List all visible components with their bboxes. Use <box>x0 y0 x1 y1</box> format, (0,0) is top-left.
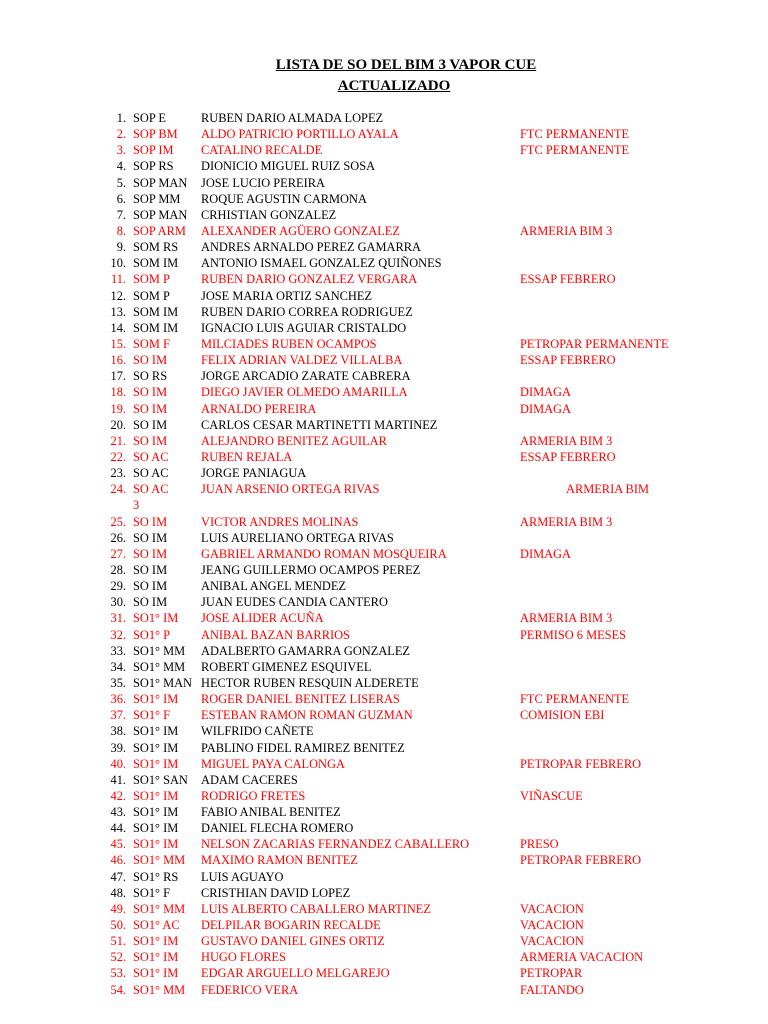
list-item <box>0 417 768 433</box>
item-number: 29. <box>110 579 126 594</box>
item-name: DANIEL FLECHA ROMERO <box>201 821 354 836</box>
item-number: 13. <box>110 304 126 319</box>
item-name: CATALINO RECALDE <box>201 143 323 158</box>
item-number: 21. <box>110 433 126 448</box>
list-item <box>0 578 768 594</box>
list-item <box>0 352 768 368</box>
item-rank: SOM IM <box>133 320 179 335</box>
list-item <box>0 659 768 675</box>
item-name: JORGE PANIAGUA <box>201 466 307 481</box>
item-number: 8. <box>116 223 126 238</box>
item-status: ESSAP FEBRERO <box>520 449 616 464</box>
list-item <box>0 643 768 659</box>
item-status: PETROPAR PERMANENTE <box>520 336 669 351</box>
item-name: PABLINO FIDEL RAMIREZ BENITEZ <box>201 740 405 755</box>
list-item <box>0 304 768 320</box>
item-name: ALEJANDRO BENITEZ AGUILAR <box>201 433 387 448</box>
item-rank: SO1° F <box>133 885 170 900</box>
item-number: 33. <box>110 643 126 658</box>
item-rank: SO1° MM <box>133 643 186 658</box>
item-number: 23. <box>110 466 126 481</box>
list-item <box>0 917 768 933</box>
item-name: RUBEN DARIO ALMADA LOPEZ <box>201 111 384 125</box>
item-name: LUIS ALBERTO CABALLERO MARTINEZ <box>201 901 431 916</box>
item-rank: SOP BM <box>133 127 178 142</box>
item-number: 9. <box>116 240 126 255</box>
item-number: 32. <box>110 627 126 642</box>
item-rank: SO1° MM <box>133 982 186 997</box>
item-number: 34. <box>110 659 126 674</box>
item-name: RODRIGO FRETES <box>201 788 306 803</box>
item-rank: SO AC <box>133 449 169 464</box>
list-item <box>0 401 768 417</box>
item-name: ROBERT GIMENEZ ESQUIVEL <box>201 659 372 674</box>
item-number: 52. <box>110 950 126 965</box>
item-number: 4. <box>116 159 126 174</box>
item-number: 22. <box>110 449 126 464</box>
item-number: 2. <box>116 127 126 142</box>
item-number: 10. <box>110 256 126 271</box>
item-number: 20. <box>110 417 126 432</box>
item-number: 17. <box>110 369 126 384</box>
item-rank: SO1° IM <box>133 837 179 852</box>
item-name: DIEGO JAVIER OLMEDO AMARILLA <box>201 385 408 400</box>
item-rank: SO1° IM <box>133 756 179 771</box>
item-rank: SO IM <box>133 514 168 529</box>
item-rank: SO1° IM <box>133 821 179 836</box>
item-name: FEDERICO VERA <box>201 982 299 997</box>
item-number: 44. <box>110 821 126 836</box>
item-rank: SO IM <box>133 433 168 448</box>
item-name: ADALBERTO GAMARRA GONZALEZ <box>201 643 410 658</box>
item-number: 31. <box>110 611 126 626</box>
item-name: WILFRIDO CAÑETE <box>201 724 314 739</box>
list-item <box>0 368 768 384</box>
list-item <box>0 175 768 191</box>
item-number: 35. <box>110 675 126 690</box>
item-name: ARNALDO PEREIRA <box>201 401 317 416</box>
item-rank: SO1° AC <box>133 918 180 933</box>
list-item <box>0 852 768 868</box>
list-item <box>0 820 768 836</box>
item-rank: SO IM <box>133 530 168 545</box>
item-name: JOSE MARIA ORTIZ SANCHEZ <box>201 288 373 303</box>
item-number: 47. <box>110 869 126 884</box>
item-number: 15. <box>110 336 126 351</box>
item-name: RUBEN REJALA <box>201 449 293 464</box>
item-name: RUBEN DARIO GONZALEZ VERGARA <box>201 272 418 287</box>
item-name: DELPILAR BOGARIN RECALDE <box>201 918 381 933</box>
list-item <box>0 481 768 513</box>
item-rank: SOM IM <box>133 304 179 319</box>
item-name: FABIO ANIBAL BENITEZ <box>201 805 341 820</box>
item-status: ARMERIA BIM 3 <box>520 223 613 238</box>
item-rank: SOM P <box>133 272 170 287</box>
list-item <box>0 885 768 901</box>
list-item <box>0 191 768 207</box>
list-item <box>0 594 768 610</box>
item-number: 48. <box>110 885 126 900</box>
list-item <box>0 723 768 739</box>
document-title: LISTA DE SO DEL BIM 3 VAPOR CUE <box>275 57 537 73</box>
item-rank: SO IM <box>133 385 168 400</box>
item-name: JUAN ARSENIO ORTEGA RIVAS <box>201 482 380 497</box>
item-name: GABRIEL ARMANDO ROMAN MOSQUEIRA <box>201 546 447 561</box>
item-status: ARMERIA BIM 3 <box>520 611 613 626</box>
item-name: LUIS AGUAYO <box>201 869 284 884</box>
item-number: 11. <box>110 272 126 287</box>
list-item <box>0 933 768 949</box>
item-rank: SOP IM <box>133 143 174 158</box>
list-item <box>0 691 768 707</box>
item-number: 7. <box>116 207 126 222</box>
list-item <box>0 255 768 271</box>
item-rank: SO1° IM <box>133 966 179 981</box>
item-rank: SO1° MAN <box>133 675 193 690</box>
item-rank: SO1° F <box>133 708 170 723</box>
list-item <box>0 740 768 756</box>
item-number: 30. <box>110 595 126 610</box>
list-item <box>0 530 768 546</box>
document-subtitle: ACTUALIZADO <box>337 78 451 94</box>
item-number: 24. <box>110 482 126 497</box>
item-name: CARLOS CESAR MARTINETTI MARTINEZ <box>201 417 438 432</box>
item-number: 18. <box>110 385 126 400</box>
item-number: 46. <box>110 853 126 868</box>
item-status: ARMERIA BIM 3 <box>520 514 613 529</box>
list-item <box>0 320 768 336</box>
item-name: MAXIMO RAMON BENITEZ <box>201 853 358 868</box>
item-name: ANTONIO ISMAEL GONZALEZ QUIÑONES <box>201 256 442 271</box>
item-rank: SO RS <box>133 369 168 384</box>
item-rank: SO IM <box>133 546 168 561</box>
item-name: ADAM CACERES <box>201 772 298 787</box>
item-rank: SO IM <box>133 579 168 594</box>
item-status: VACACION <box>520 934 584 949</box>
item-rank: SOP MAN <box>133 175 188 190</box>
item-number: 38. <box>110 724 126 739</box>
item-name: ANIBAL ANGEL MENDEZ <box>201 579 346 594</box>
item-number: 28. <box>110 562 126 577</box>
item-number: 36. <box>110 692 126 707</box>
item-number: 53. <box>110 966 126 981</box>
item-number: 14. <box>110 320 126 335</box>
list-item <box>0 433 768 449</box>
item-number: 40. <box>110 756 126 771</box>
item-name: MILCIADES RUBEN OCAMPOS <box>201 336 377 351</box>
list-item <box>0 707 768 723</box>
list-item <box>0 901 768 917</box>
item-number: 1. <box>116 111 126 125</box>
list-item <box>0 788 768 804</box>
list-item <box>0 207 768 223</box>
item-status: DIMAGA <box>520 546 571 561</box>
list-item <box>0 449 768 465</box>
item-status-continued: 3 <box>133 498 140 513</box>
item-status: VACACION <box>520 918 584 933</box>
list-item <box>0 982 768 998</box>
item-number: 5. <box>116 175 126 190</box>
item-status: PETROPAR <box>520 966 583 981</box>
item-name: IGNACIO LUIS AGUIAR CRISTALDO <box>201 320 407 335</box>
item-rank: SO1° IM <box>133 740 179 755</box>
list-item <box>0 756 768 772</box>
item-rank: SO IM <box>133 417 168 432</box>
item-number: 45. <box>110 837 126 852</box>
item-status: ESSAP FEBRERO <box>520 353 616 368</box>
item-name: LUIS AURELIANO ORTEGA RIVAS <box>201 530 394 545</box>
list-item <box>0 288 768 304</box>
item-rank: SO IM <box>133 353 168 368</box>
item-name: ANIBAL BAZAN BARRIOS <box>201 627 350 642</box>
list-item <box>0 336 768 352</box>
list-item <box>0 514 768 530</box>
item-name: JEANG GUILLERMO OCAMPOS PEREZ <box>201 562 421 577</box>
item-status: FTC PERMANENTE <box>520 143 630 158</box>
item-number: 19. <box>110 401 126 416</box>
item-status: FTC PERMANENTE <box>520 127 630 142</box>
item-number: 12. <box>110 288 126 303</box>
item-status: PERMISO 6 MESES <box>520 627 627 642</box>
item-name: DIONICIO MIGUEL RUIZ SOSA <box>201 159 376 174</box>
personnel-list <box>0 110 768 998</box>
item-rank: SOP E <box>133 111 166 125</box>
item-name: GUSTAVO DANIEL GINES ORTIZ <box>201 934 385 949</box>
item-name: JOSE LUCIO PEREIRA <box>201 175 325 190</box>
item-rank: SO IM <box>133 401 168 416</box>
item-rank: SOP ARM <box>133 223 186 238</box>
item-number: 27. <box>110 546 126 561</box>
item-status: DIMAGA <box>520 385 571 400</box>
item-rank: SO1° IM <box>133 611 179 626</box>
item-number: 41. <box>110 772 126 787</box>
list-item <box>0 562 768 578</box>
item-number: 6. <box>116 191 126 206</box>
item-number: 16. <box>110 353 126 368</box>
item-name: HUGO FLORES <box>201 950 287 965</box>
item-status: DIMAGA <box>520 401 571 416</box>
item-rank: SO1° MM <box>133 901 186 916</box>
item-rank: SOP MAN <box>133 207 188 222</box>
list-item <box>0 158 768 174</box>
item-status: ARMERIA BIM <box>566 482 649 497</box>
list-item <box>0 772 768 788</box>
item-rank: SOP MM <box>133 191 181 206</box>
item-name: ROQUE AGUSTIN CARMONA <box>201 191 367 206</box>
list-item <box>0 239 768 255</box>
item-rank: SO1° IM <box>133 788 179 803</box>
item-status: FALTANDO <box>520 982 584 997</box>
item-number: 51. <box>110 934 126 949</box>
item-status: VIÑASCUE <box>520 788 583 803</box>
item-status: VACACION <box>520 901 584 916</box>
item-rank: SO AC <box>133 482 169 497</box>
list-item <box>0 142 768 158</box>
list-item <box>0 384 768 400</box>
item-name: FELIX ADRIAN VALDEZ VILLALBA <box>201 353 403 368</box>
list-item <box>0 126 768 142</box>
item-rank: SO1° MM <box>133 659 186 674</box>
list-item <box>0 546 768 562</box>
item-number: 42. <box>110 788 126 803</box>
item-number: 25. <box>110 514 126 529</box>
item-status: FTC PERMANENTE <box>520 692 630 707</box>
list-item <box>0 836 768 852</box>
item-number: 39. <box>110 740 126 755</box>
item-name: ALDO PATRICIO PORTILLO AYALA <box>201 127 399 142</box>
list-item <box>0 223 768 239</box>
item-name: HECTOR RUBEN RESQUIN ALDERETE <box>201 675 419 690</box>
item-rank: SOM P <box>133 288 170 303</box>
item-rank: SO1° IM <box>133 934 179 949</box>
item-name: ROGER DANIEL BENITEZ LISERAS <box>201 692 400 707</box>
item-rank: SOM RS <box>133 240 179 255</box>
item-name: JOSE ALIDER ACUÑA <box>201 611 324 626</box>
item-rank: SO1° IM <box>133 692 179 707</box>
item-number: 50. <box>110 918 126 933</box>
item-rank: SO1° SAN <box>133 772 188 787</box>
item-rank: SO1° IM <box>133 724 179 739</box>
list-item <box>0 627 768 643</box>
item-status: PETROPAR FEBRERO <box>520 853 642 868</box>
item-name: ALEXANDER AGÜERO GONZALEZ <box>201 223 400 238</box>
item-name: JORGE ARCADIO ZARATE CABRERA <box>201 369 411 384</box>
item-name: CRISTHIAN DAVID LOPEZ <box>201 885 351 900</box>
item-status: COMISION EBI <box>520 708 605 723</box>
list-item <box>0 610 768 626</box>
item-status: PETROPAR FEBRERO <box>520 756 642 771</box>
item-name: ESTEBAN RAMON ROMAN GUZMAN <box>201 708 413 723</box>
item-status: ARMERIA BIM 3 <box>520 433 613 448</box>
item-name: ANDRES ARNALDO PEREZ GAMARRA <box>201 240 421 255</box>
item-rank: SO1° IM <box>133 805 179 820</box>
list-item <box>0 675 768 691</box>
item-name: EDGAR ARGUELLO MELGAREJO <box>201 966 390 981</box>
list-item <box>0 949 768 965</box>
item-rank: SO1° IM <box>133 950 179 965</box>
item-number: 26. <box>110 530 126 545</box>
item-name: MIGUEL PAYA CALONGA <box>201 756 345 771</box>
item-number: 54. <box>110 982 126 997</box>
item-rank: SO1° MM <box>133 853 186 868</box>
item-rank: SOM F <box>133 336 170 351</box>
item-rank: SOP RS <box>133 159 174 174</box>
list-item <box>0 465 768 481</box>
item-rank: SO AC <box>133 466 169 481</box>
item-name: CRHISTIAN GONZALEZ <box>201 207 337 222</box>
item-name: JUAN EUDES CANDIA CANTERO <box>201 595 388 610</box>
list-item <box>0 804 768 820</box>
item-status: PRESO <box>520 837 559 852</box>
list-item <box>0 965 768 981</box>
item-rank: SO1° P <box>133 627 170 642</box>
list-item <box>0 869 768 885</box>
item-status: ARMERIA VACACION <box>520 950 644 965</box>
item-rank: SO IM <box>133 562 168 577</box>
item-number: 43. <box>110 805 126 820</box>
list-item <box>0 110 768 126</box>
item-number: 37. <box>110 708 126 723</box>
item-rank: SO IM <box>133 595 168 610</box>
list-item <box>0 271 768 287</box>
item-rank: SOM IM <box>133 256 179 271</box>
item-name: RUBEN DARIO CORREA RODRIGUEZ <box>201 304 413 319</box>
item-number: 3. <box>116 143 126 158</box>
item-number: 49. <box>110 901 126 916</box>
item-name: NELSON ZACARIAS FERNANDEZ CABALLERO <box>201 837 470 852</box>
item-status: ESSAP FEBRERO <box>520 272 616 287</box>
item-name: VICTOR ANDRES MOLINAS <box>201 514 359 529</box>
item-rank: SO1° RS <box>133 869 179 884</box>
